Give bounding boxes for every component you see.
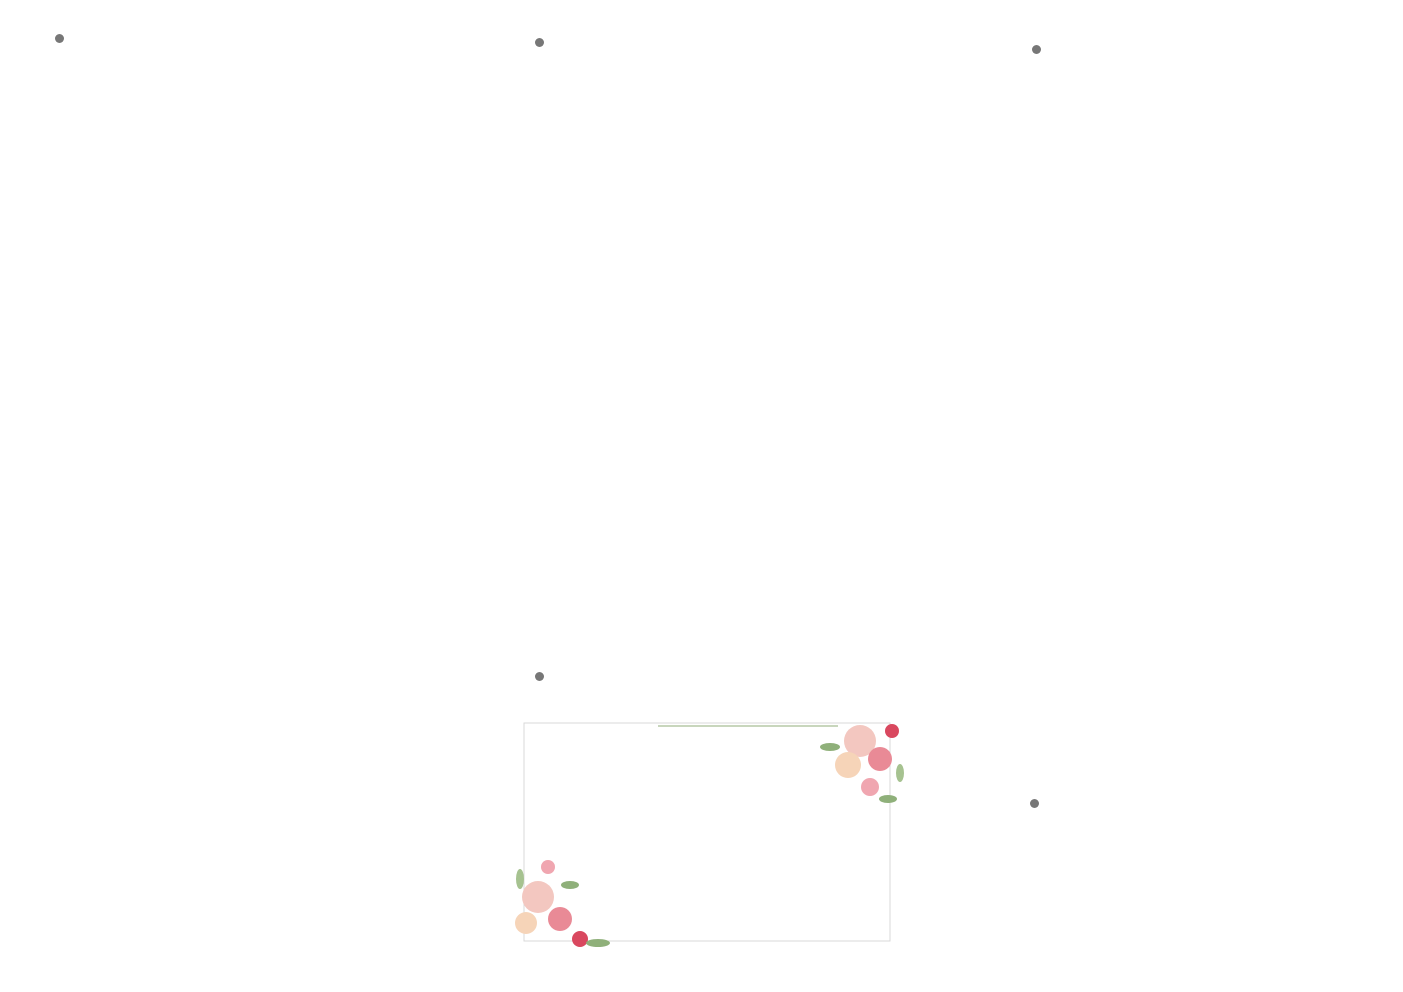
bullet-icon: [55, 34, 64, 43]
sermon-row: [522, 425, 878, 517]
banner-art: [508, 707, 906, 963]
anthem-row: [522, 335, 878, 381]
prayer-heading: [1030, 795, 1044, 815]
service3-heading: [535, 668, 549, 688]
bullet-icon: [535, 672, 544, 681]
bullet-icon: [1030, 799, 1039, 808]
news-row: [522, 390, 878, 414]
service2-heading: [535, 34, 549, 54]
bullet-icon: [1032, 45, 1041, 54]
service1-heading: [55, 30, 69, 50]
mission-heading: [1032, 41, 1046, 61]
bullet-icon: [535, 38, 544, 47]
youth-festival-banner: [508, 707, 906, 963]
